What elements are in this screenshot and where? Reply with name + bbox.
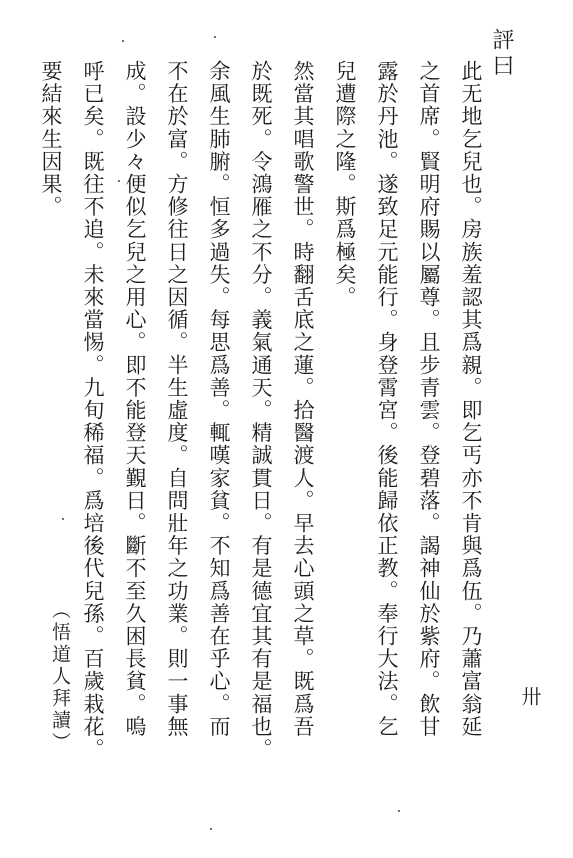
paper-speck	[398, 810, 400, 812]
paper-speck	[210, 828, 212, 830]
text-column-5: 然當其唱歌警世。時翻舌底之蓮。拾醫渡人。早去心頭之草。既爲吾	[291, 60, 315, 738]
text-column-3: 露於丹池。遂致足元能行。身登霄宮。後能歸依正教。奉行大法。乞	[375, 60, 399, 738]
text-column-9: 成。設少々便似乞兒之用心。即不能登天覲日。斷不至久困長貧。嗚	[123, 60, 147, 738]
text-column-7: 余風生肺腑。恒多過失。每思爲善。輒嘆家貧。不知爲善在乎心。而	[207, 60, 231, 738]
page-number: 卅	[518, 686, 542, 706]
text-column-6: 於既死。令鴻雁之不分。義氣通天。精誠貫日。有是德宜其有是福也。	[249, 60, 273, 761]
paper-speck	[62, 518, 64, 520]
text-column-8: 不在於富。方修往日之因循。半生虛度。自問壯年之功業。則一事無	[165, 60, 189, 738]
paper-speck	[122, 40, 124, 42]
signature: （悟道人拜讀）	[49, 600, 71, 754]
paper-speck	[214, 36, 216, 38]
text-column-10: 呼已矣。既往不追。未來當惕。九旬稀福。爲培後代兒孫。百歲栽花。	[81, 60, 105, 761]
section-heading: 評曰	[489, 28, 514, 80]
text-column-11: 要結來生因果。	[39, 60, 63, 219]
paper-speck	[118, 180, 120, 182]
text-column-2: 之首席。賢明府賜以屬尊。且步青雲。登碧落。謁神仙於紫府。飲甘	[417, 60, 441, 738]
text-column-4: 兒遭際之隆。斯爲極矣。	[333, 60, 357, 309]
text-column-1: 此无地乞兒也。房族羞認其爲親。即乞丐亦不肯與爲伍。乃蕭富翁延	[459, 60, 483, 738]
